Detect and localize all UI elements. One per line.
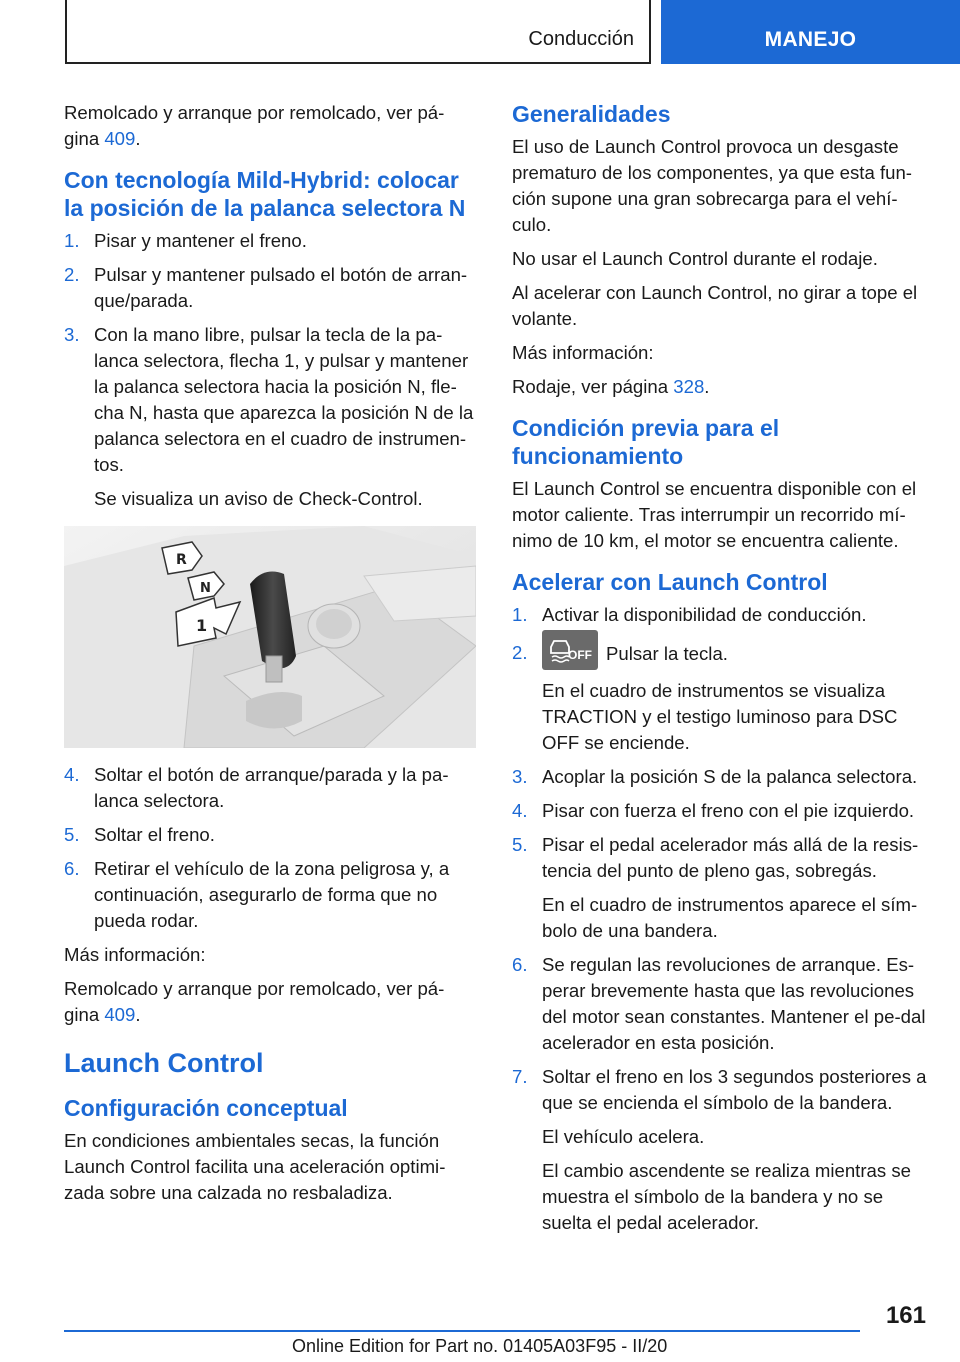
section-tab[interactable] xyxy=(661,0,960,64)
general-paragraph-3: Al acelerar con Launch Control, no girar a tope el volante. xyxy=(512,282,918,329)
more-info-paragraph: Remolcado y arranque por remolcado, ver pá-gina 409. xyxy=(64,978,445,1025)
step-item: 4. Pisar con fuerza el freno con el pie izquierdo. xyxy=(512,800,915,821)
step-item: 6. Retirar el vehículo de la zona peligrosa y, a continuación, asegurarlo de forma que no pueda rodar. xyxy=(64,858,450,931)
dsc-off-button-icon xyxy=(542,630,598,670)
rodaje-paragraph: Rodaje, ver página 328. xyxy=(512,376,710,397)
step-item: 1. Pisar y mantener el freno. xyxy=(64,230,307,251)
page-link-328[interactable]: 328 xyxy=(673,376,705,397)
gear-selector-photo xyxy=(64,526,476,748)
step-item: 6. Se regulan las revoluciones de arranque. Es-perar brevemente hasta que las revoluciones del motor sean constantes. Mantener el pe-dal acelerador en esta posición. xyxy=(512,954,926,1053)
general-title: Generalidades xyxy=(512,101,671,127)
footer-edition: Online Edition for Part no. 01405A03F95 - II/20 xyxy=(292,1336,668,1356)
more-info-label: Más información: xyxy=(512,342,654,363)
step-item: 2. Pulsar y mantener pulsado el botón de arran-que/parada. xyxy=(64,264,468,311)
step-item: 1. Activar la disponibilidad de conducción. xyxy=(512,604,867,625)
footer-rule xyxy=(64,1330,860,1332)
arrow-label-n: N xyxy=(200,581,211,596)
section-tab-label: MANEJO xyxy=(764,28,857,51)
step-item: 3. Acoplar la posición S de la palanca selectora. xyxy=(512,766,918,787)
page-number: 161 xyxy=(885,1302,926,1329)
chapter-title: Conducción xyxy=(528,28,634,50)
step-item: 2. OFF Pulsar la tecla. En el cuadro de instrumentos se visualiza TRACTION y el testigo luminoso para DSC OFF se enciende. xyxy=(512,640,928,756)
right-column xyxy=(512,100,928,1244)
step-item: 5. Soltar el freno. xyxy=(64,824,215,845)
concept-paragraph: En condiciones ambientales secas, la función Launch Control facilita una aceleración optimi-zada sobre una calzada no resbaladiza. xyxy=(64,1130,446,1203)
more-info-label: Más información: xyxy=(64,944,206,965)
header-divider-left xyxy=(65,0,67,62)
arrow-label-r: R xyxy=(176,552,187,568)
concept-title: Configuración conceptual xyxy=(64,1095,348,1121)
off-icon-label: OFF xyxy=(568,648,592,662)
launch-control-title: Launch Control xyxy=(64,1048,264,1078)
condition-title: Condición previa para el funcionamiento xyxy=(512,415,780,469)
page-link-409[interactable]: 409 xyxy=(104,1004,136,1025)
step-item: 7. Soltar el freno en los 3 segundos posteriores a que se encienda el símbolo de la bandera. El vehículo acelera. El cambio ascendente se realiza mientras se muestra el símbolo de la bandera y no se suelta el pedal acelerador. xyxy=(512,1066,927,1233)
header-underline xyxy=(65,62,651,64)
page-link-409[interactable]: 409 xyxy=(104,128,136,149)
arrow-label-1: 1 xyxy=(196,616,208,635)
step-item: 4. Soltar el botón de arranque/parada y la pa-lanca selectora. xyxy=(64,764,449,811)
general-paragraph-2: No usar el Launch Control durante el rodaje. xyxy=(512,248,878,269)
section-title-mild-hybrid: Con tecnología Mild-Hybrid: colocar la posición de la palanca selectora N xyxy=(64,167,466,221)
general-paragraph-1: El uso de Launch Control provoca un desgaste prematuro de los componentes, ya que esta fun-ción supone una gran sobrecarga para el vehí-culo. xyxy=(512,136,913,235)
header-divider-right xyxy=(649,0,651,62)
left-column xyxy=(64,100,476,1214)
step-item: 3. Con la mano libre, pulsar la tecla de la pa-lanca selectora, flecha 1, y pulsar y mantener la palanca selectora hacia la posición N, fle-cha N, hasta que aparezca la posición N de la palanca selectora en el cuadro de instrumen-tos. Se visualiza un aviso de Check-Control. xyxy=(64,324,474,509)
accelerate-title: Acelerar con Launch Control xyxy=(512,569,828,595)
gear-selector-illustration xyxy=(64,526,476,748)
intro-paragraph: Remolcado y arranque por remolcado, ver pá-gina 409. xyxy=(64,102,445,149)
step-item: 5. Pisar el pedal acelerador más allá de la resis-tencia del punto de pleno gas, sobregás. En el cuadro de instrumentos aparece el sím-bolo de una bandera. xyxy=(512,834,919,941)
condition-paragraph: El Launch Control se encuentra disponible con el motor caliente. Tras interrumpir un recorrido mí-nimo de 10 km, el motor se encuentra caliente. xyxy=(512,478,917,551)
